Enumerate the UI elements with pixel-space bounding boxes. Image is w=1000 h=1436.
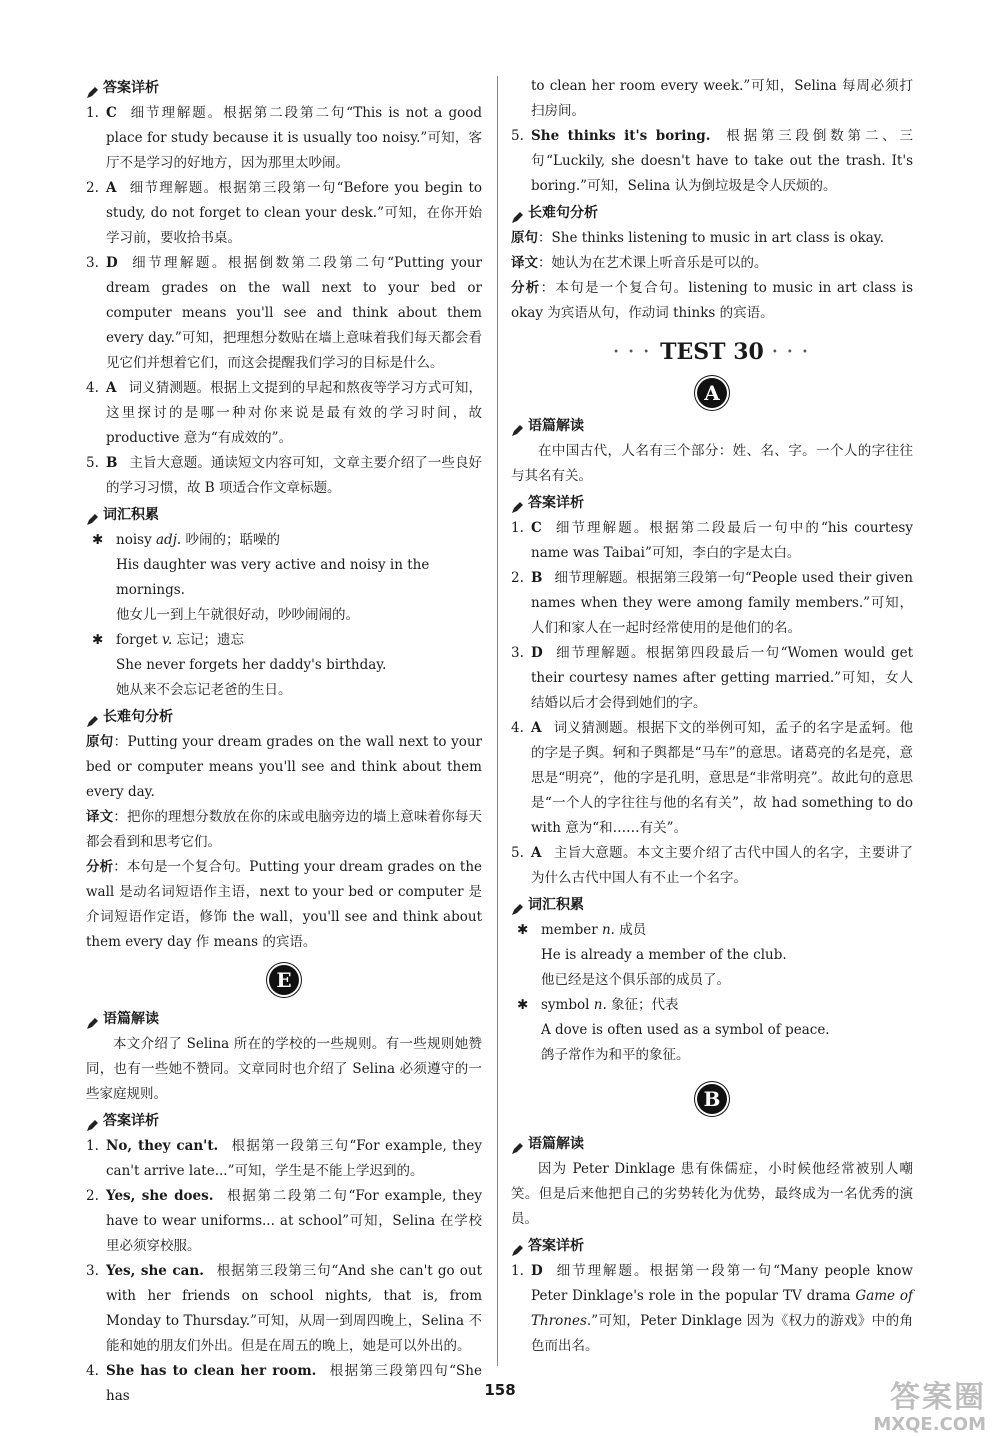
answers-heading: 答案详析 xyxy=(511,491,913,516)
page-number: 158 xyxy=(484,1381,516,1399)
reading-heading: 语篇解读 xyxy=(511,414,913,439)
pencil-icon xyxy=(511,421,523,433)
section-badge: B xyxy=(511,1068,913,1130)
answer-item: 4. She has to clean her room. 根据第三段第四句“She has xyxy=(86,1363,482,1404)
answer-item: 4. A 词义猜测题。根据下文的举例可知，孟子的名字是孟轲。他的字是子舆。轲和子舆都是“马车”的意思。诸葛亮的名是亮，意思是“明亮”，他的字是孔明，意思是“非常明亮”。故此句的意思是“一个人的字往往与他的名有关”，故 had something to do with 意为“和……有关”。 xyxy=(511,720,913,836)
reading-heading: 语篇解读 xyxy=(511,1132,913,1157)
pencil-icon xyxy=(511,900,523,912)
left-column xyxy=(86,74,482,1409)
asterisk-icon: ✱ xyxy=(517,997,529,1013)
vocab-heading: 词汇积累 xyxy=(86,503,482,528)
answers-heading: 答案详析 xyxy=(511,1234,913,1259)
translation: 译文：把你的理想分数放在你的床或电脑旁边的墙上意味着你每天都会看到和思考它们。 xyxy=(86,809,483,850)
original-sentence: 原句：Putting your dream grades on the wall next to your bed or computer means you'll see and think about them every day. xyxy=(86,734,483,800)
answer-item: 3. D 细节理解题。根据第四段最后一句“Women would get their courtesy names after getting married.”可知，女人结婚以后才会得到她们的字。 xyxy=(511,645,913,711)
section-badge: E xyxy=(86,955,482,1005)
answer-item: 5. B 主旨大意题。通读短文内容可知，文章主要介绍了一些良好的学习习惯，故 B 项适合作文章标题。 xyxy=(86,455,482,496)
translation: 译文：她认为在艺术课上听音乐是可以的。 xyxy=(511,255,768,271)
analysis: 分析：本句是一个复合句。listening to music in art class is okay 为宾语从句，作动词 thinks 的宾语。 xyxy=(511,280,914,321)
long-sentence-heading: 长难句分析 xyxy=(511,201,913,226)
reading-summary: 因为 Peter Dinklage 患有侏儒症，小时候他经常被别人嘲笑。但是后来他把自己的劣势转化为优势，最终成为一名优秀的演员。 xyxy=(511,1161,913,1227)
pencil-icon xyxy=(511,1139,523,1151)
answer-item: 1. C 细节理解题。根据第二段第二句“This is not a good place for study because it is usually too noisy.”可知，客厅不是学习的好地方，因为那里太吵闹。 xyxy=(86,105,482,171)
pencil-icon xyxy=(86,1116,98,1128)
test-title: • • • TEST 30 • • • xyxy=(613,338,811,365)
original-sentence: 原句：She thinks listening to music in art class is okay. xyxy=(511,230,884,246)
answer-item: 2. B 细节理解题。根据第三段第一句“People used their given names when they were among family members.”可知，人们和家人在一起时经常使用的是他们的名。 xyxy=(511,570,913,636)
pencil-icon xyxy=(86,83,98,95)
analysis: 分析：本句是一个复合句。Putting your dream grades on the wall 是动名词短语作主语，next to your bed or computer 是介词短语作定语，修饰 the wall，you'll see and think about them every day 作 means 的宾语。 xyxy=(86,859,483,950)
pencil-icon xyxy=(86,510,98,522)
asterisk-icon: ✱ xyxy=(92,632,104,648)
answer-item: 1. C 细节理解题。根据第二段最后一句中的“his courtesy name was Taibai”可知，李白的字是太白。 xyxy=(511,520,913,561)
answer-item: 2. Yes, she does. 根据第二段第二句“For example, they have to wear uniforms... at school”可知，Selina 在学校里必须穿校服。 xyxy=(86,1188,483,1254)
answer-item: 5. A 主旨大意题。本文主要介绍了古代中国人的名字，主要讲了为什么古代中国人有不止一个名字。 xyxy=(511,845,913,886)
pencil-icon xyxy=(86,712,98,724)
column-divider xyxy=(497,76,498,1366)
reading-summary: 本文介绍了 Selina 所在的学校的一些规则。有一些规则她赞同，也有一些她不赞同。文章同时也介绍了 Selina 必须遵守的一些家庭规则。 xyxy=(86,1036,482,1102)
watermark-logo: 答案圈 MXQE.COM xyxy=(873,1380,986,1435)
answer-item: 5. She thinks it's boring. 根据第三段倒数第二、三句“Luckily, she doesn't have to take out the trash. It's boring.”可知，Selina 认为倒垃圾是令人厌烦的。 xyxy=(511,128,913,194)
asterisk-icon: ✱ xyxy=(92,532,104,548)
right-column xyxy=(511,74,913,1359)
vocab-heading: 词汇积累 xyxy=(511,893,913,918)
vocab-entry: ✱ forget v. 忘记；遗忘 She never forgets her daddy's birthday. 她从来不会忘记老爸的生日。 xyxy=(92,628,482,703)
section-badge: A xyxy=(511,374,913,412)
reading-heading: 语篇解读 xyxy=(86,1007,482,1032)
answer-continuation: to clean her room every week.”可知，Selina 每周必须打扫房间。 xyxy=(531,78,913,119)
answer-item: 3. Yes, she can. 根据第三段第三句“And she can't go out with her friends on school nights, that is, from Monday to Thursday.”可知，从周一到周四晚上，Selina 不能和她的朋友们外出。但是在周五的晚上，她是可以外出的。 xyxy=(86,1263,482,1354)
pencil-icon xyxy=(511,1241,523,1253)
pencil-icon xyxy=(86,1014,98,1026)
answer-item: 1. D 细节理解题。根据第一段第一句“Many people know Peter Dinklage's role in the popular TV drama Game of Thrones.”可知，Peter Dinklage 因为《权力的游戏》中的角色而出名。 xyxy=(511,1263,913,1354)
pencil-icon xyxy=(511,208,523,220)
answer-item: 2. A 细节理解题。根据第三段第一句“Before you begin to study, do not forget to clean your desk.”可知，在你开始学习前，要收拾书桌。 xyxy=(86,180,482,246)
asterisk-icon: ✱ xyxy=(517,922,529,938)
answer-item: 1. No, they can't. 根据第一段第三句“For example, they can't arrive late...”可知，学生是不能上学迟到的。 xyxy=(86,1138,483,1179)
reading-summary: 在中国古代，人名有三个部分：姓、名、字。一个人的字往往与其名有关。 xyxy=(511,443,913,484)
vocab-entry: ✱ member n. 成员 He is already a member of the club. 他已经是这个俱乐部的成员了。 xyxy=(517,918,913,993)
answers-heading: 答案详析 xyxy=(86,76,482,101)
vocab-entry: ✱ noisy adj. 吵闹的；聒噪的 His daughter was very active and noisy in the mornings. 他女儿一到上午就很好动，吵吵闹闹的。 xyxy=(92,528,482,628)
answers-heading: 答案详析 xyxy=(86,1109,482,1134)
long-sentence-heading: 长难句分析 xyxy=(86,705,482,730)
pencil-icon xyxy=(511,498,523,510)
answer-item: 4. A 词义猜测题。根据上文提到的早起和熬夜等学习方式可知，这里探讨的是哪一种对你来说是最有效的学习时间，故 productive 意为“有成效的”。 xyxy=(86,380,482,446)
answer-item: 3. D 细节理解题。根据倒数第二段第二句“Putting your dream grades on the wall next to your bed or computer means you'll see and think about them every day.”可知，把理想分数贴在墙上意味着我们每天都会看见它们并想着它们，而这会提醒我们学习的目标是什么。 xyxy=(86,255,482,371)
vocab-entry: ✱ symbol n. 象征；代表 A dove is often used as a symbol of peace. 鸽子常作为和平的象征。 xyxy=(517,993,913,1068)
